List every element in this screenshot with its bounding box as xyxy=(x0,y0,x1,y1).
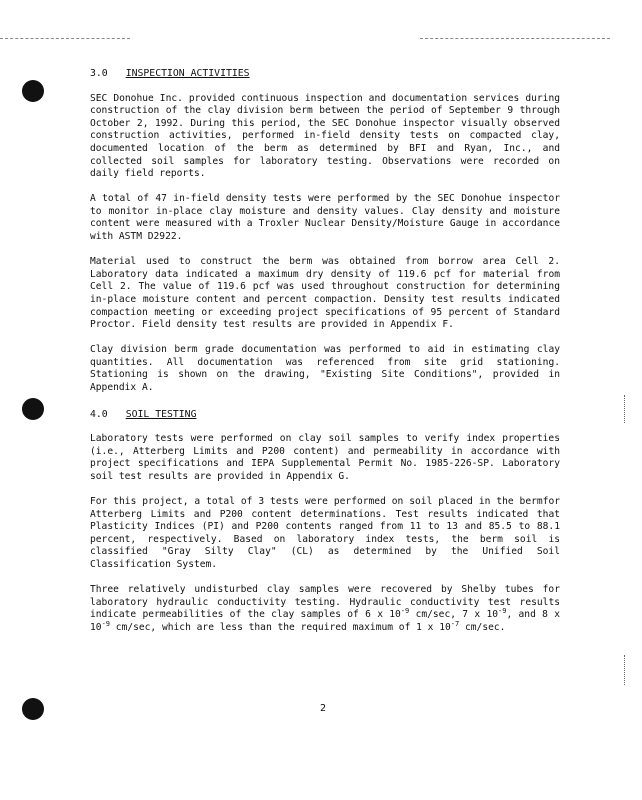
section-number: 4.0 xyxy=(90,408,108,420)
page-number: 2 xyxy=(320,703,327,714)
text-run: cm/sec, 7 x 10 xyxy=(409,609,499,621)
text-run: cm/sec, which are less than the required maximum of 1 x 10 xyxy=(110,621,451,633)
exponent: -7 xyxy=(450,619,460,628)
paragraph: SEC Donohue Inc. provided continuous inspection and documentation services during construction of the clay division berm between the period of September 9 through October 2, 1992. During this period, the SEC Donohue inspector visually observed construction activities, performed in-field density tests on compacted clay, documented location of the berm as determined by BFI and Ryan, Inc., and collected soil samples for laboratory testing. Observations were recorded on daily field reports. xyxy=(90,92,560,180)
scan-side-mark xyxy=(624,395,625,423)
paragraph: A total of 47 in-field density tests were performed by the SEC Donohue inspector to monitor in-place clay moisture and density values. Clay density and moisture content were measured with a Troxler Nuclear Density/Moisture Gauge in accordance with ASTM D2922. xyxy=(90,193,560,243)
paragraph: For this project, a total of 3 tests were performed on soil placed in the bermfor Atterberg Limits and P200 content determinations. Test results indicated that Plasticity Indices (PI) and P200 contents ranged from 11 to 13 and 85.5 to 88.1 percent, respectively. Based on laboratory index tests, the berm soil is classified "Gray Silty Clay" (CL) as determined by the Unified Soil Classification System. xyxy=(90,496,560,570)
document-body xyxy=(90,68,560,647)
text-run: cm/sec. xyxy=(459,621,506,633)
section-title: SOIL TESTING xyxy=(125,408,197,420)
paragraph: Material used to construct the berm was obtained from borrow area Cell 2. Laboratory data indicated a maximum dry density of 119.6 pcf for material from Cell 2. The value of 119.6 pcf was used throughout construction for determining in-place moisture content and percent compaction. Density test results indicated compaction meeting or exceeding project specifications of 95 percent of Standard Proctor. Field density test results are provided in Appendix F. xyxy=(90,256,560,331)
paragraph: Laboratory tests were performed on clay soil samples to verify index properties (i.e., Atterberg Limits and P200 content) and permeability in accordance with project specifications and IEPA Supplemental Permit No. 1985-226-SP. Laboratory soil test results are provided in Appendix G. xyxy=(90,433,560,482)
exponent: -9 xyxy=(498,607,507,616)
text-run: Three relatively undisturbed clay samples were recovered by Shelby tubes for laboratory hydraulic conductivity testing. Hydraulic conductivity test results indicate permeabilities of the clay samples of 6 x 10 xyxy=(90,584,560,621)
exponent: -9 xyxy=(101,619,110,628)
scan-edge-line xyxy=(0,38,130,39)
scan-side-mark xyxy=(624,655,625,685)
section-heading xyxy=(90,409,560,422)
binder-hole xyxy=(22,698,44,720)
section-title: INSPECTION ACTIVITIES xyxy=(125,68,250,79)
paragraph: Clay division berm grade documentation was performed to aid in estimating clay quantities. All documentation was referenced from site grid stationing. Stationing is shown on the drawing, "Existing Site Conditions", provided in Appendix A. xyxy=(90,344,560,393)
scan-edge-line xyxy=(420,38,610,39)
section-number: 3.0 xyxy=(90,68,108,79)
section-heading xyxy=(90,68,560,81)
permeability-paragraph xyxy=(90,584,560,634)
text-run: , and 8 x 10 xyxy=(90,609,561,633)
binder-hole xyxy=(22,398,44,420)
exponent: -9 xyxy=(400,607,410,616)
binder-hole xyxy=(22,80,44,102)
